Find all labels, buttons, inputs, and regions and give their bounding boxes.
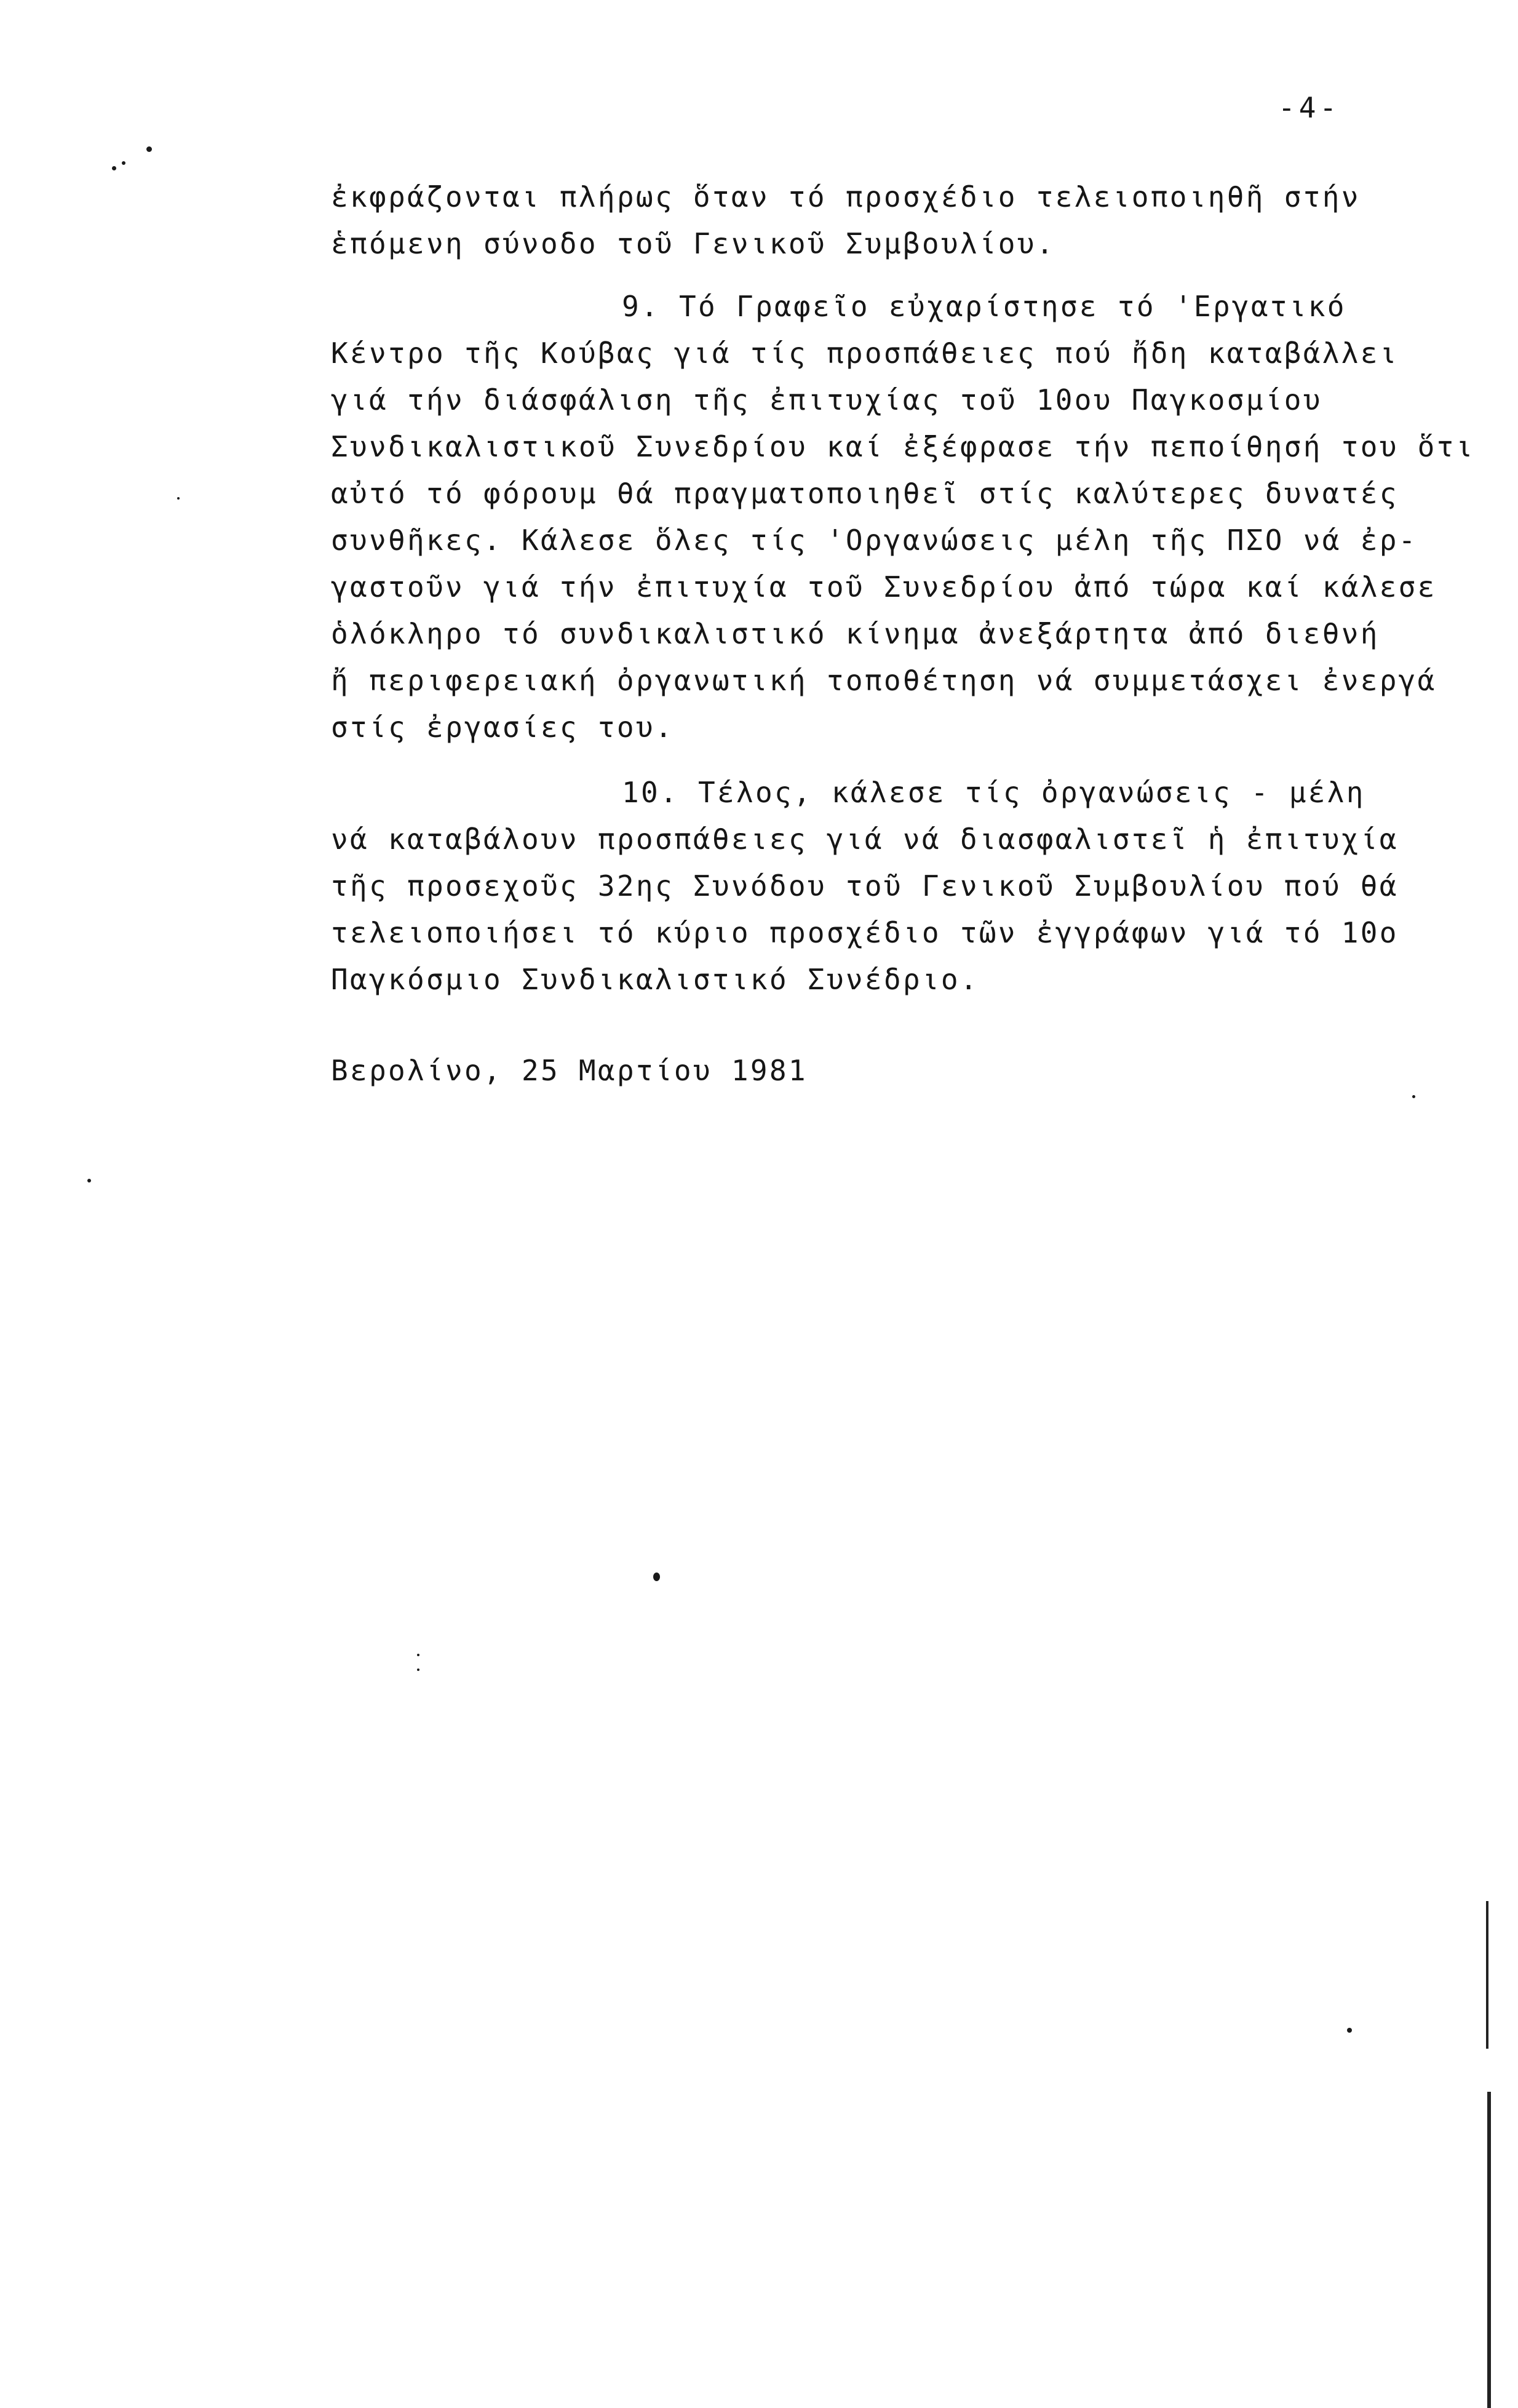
paragraph-10 <box>331 769 1450 1003</box>
scan-speck <box>1412 1095 1415 1098</box>
scan-speck <box>122 161 125 165</box>
text-line: 9. Τό Γραφεῖο εὐχαρίστησε τό 'Εργατικό <box>622 290 1346 323</box>
paragraph-9 <box>331 283 1475 751</box>
page-number: -4- <box>1278 91 1341 124</box>
text-line: συνθῆκες. Κάλεσε ὅλες τίς 'Οργανώσεις μέλη τῆς ΠΣΟ νά ἐρ- <box>331 524 1418 557</box>
scan-speck <box>177 497 180 500</box>
scan-speck <box>112 166 116 170</box>
text-line: Κέντρο τῆς Κούβας γιά τίς προσπάθειες πού ἤδη καταβάλλει <box>331 337 1399 370</box>
closing-line <box>331 1047 1450 1094</box>
scan-edge-mark <box>1487 2092 1491 2408</box>
text-line: τῆς προσεχοῦς 32ης Συνόδου τοῦ Γενικοῦ Συμβουλίου πού θά <box>331 869 1399 903</box>
text-line: ἤ περιφερειακή ὀργανωτική τοποθέτηση νά συμμετάσχει ἐνεργά <box>331 664 1437 697</box>
text-line: Παγκόσμιο Συνδικαλιστικό Συνέδριο. <box>331 963 979 996</box>
scan-speck <box>417 1654 419 1656</box>
text-line: 10. Τέλος, κάλεσε τίς ὀργανώσεις - μέλη <box>622 776 1365 809</box>
text-line: ὁλόκληρο τό συνδικαλιστικό κίνημα ἀνεξάρτητα ἀπό διεθνή <box>331 617 1380 650</box>
scan-speck <box>1347 2028 1352 2033</box>
scan-speck <box>146 146 152 152</box>
scan-edge-mark <box>1486 1901 1488 2049</box>
place-and-date: Βερολίνο, 25 Μαρτίου 1981 <box>331 1054 808 1087</box>
scan-speck <box>417 1668 419 1671</box>
text-line: τελειοποιήσει τό κύριο προσχέδιο τῶν ἐγγράφων γιά τό 10ο <box>331 916 1399 949</box>
text-line: Συνδικαλιστικοῦ Συνεδρίου καί ἐξέφρασε τήν πεποίθησή του ὅτι <box>331 430 1475 463</box>
text-line: ἑπόμενη σύνοδο τοῦ Γενικοῦ Συμβουλίου. <box>331 227 1055 260</box>
text-line: στίς ἐργασίες του. <box>331 711 674 744</box>
text-line: γαστοῦν γιά τήν ἐπιτυχία τοῦ Συνεδρίου ἀπό τώρα καί κάλεσε <box>331 570 1437 604</box>
text-line: αὐτό τό φόρουμ θά πραγματοποιηθεῖ στίς καλύτερες δυνατές <box>331 477 1399 510</box>
scan-speck <box>653 1573 660 1581</box>
text-line: νά καταβάλουν προσπάθειες γιά νά διασφαλιστεῖ ἡ ἐπιτυχία <box>331 823 1399 856</box>
text-line: γιά τήν διάσφάλιση τῆς ἐπιτυχίας τοῦ 10ου Παγκοσμίου <box>331 383 1322 417</box>
text-line: ἐκφράζονται πλήρως ὅταν τό προσχέδιο τελειοποιηθῆ στήν <box>331 180 1361 213</box>
scan-speck <box>87 1179 91 1182</box>
paragraph-continuation <box>331 173 1450 267</box>
